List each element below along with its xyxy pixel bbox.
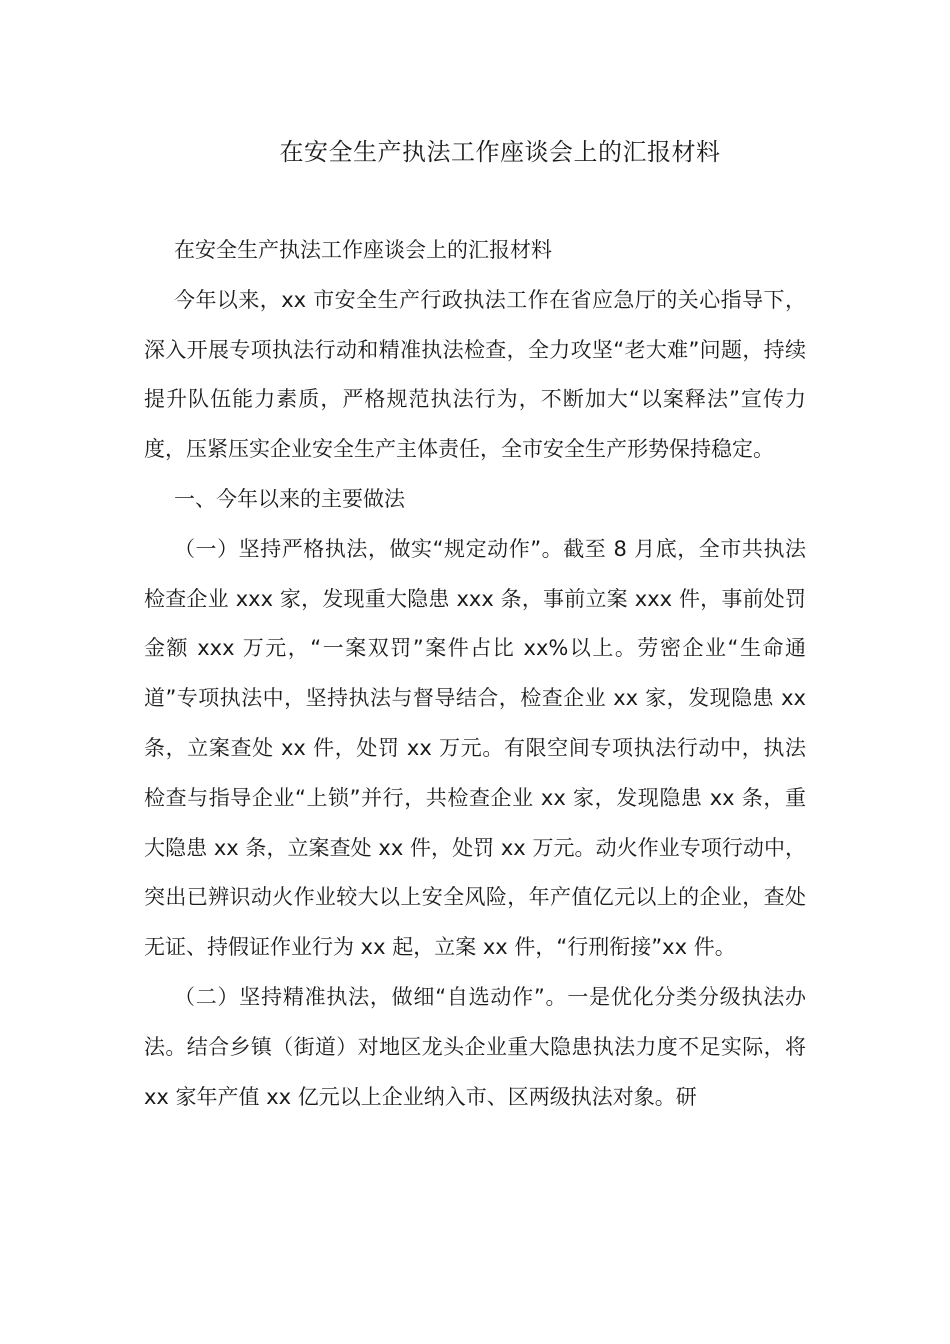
document-title: 在安全生产执法工作座谈会上的汇报材料 [279,138,721,166]
section-paragraph-2: （二）坚持精准执法，做细“自选动作”。一是优化分类分级执法办法。结合乡镇（街道）对地区龙头企业重大隐患执法力度不足实际，将 xx 家年产值 xx 亿元以上企业纳入市、区两级执法对象。研 [144,984,806,1109]
intro-paragraph: 今年以来，xx 市安全生产行政执法工作在省应急厅的关心指导下，深入开展专项执法行动和精准执法检查，全力攻坚“老大难”问题，持续提升队伍能力素质，严格规范执法行为，不断加大“以案释法”宣传力度，压紧压实企业安全生产主体责任，全市安全生产形势保持稳定。 [144,287,806,462]
section-heading: 一、今年以来的主要做法 [174,486,405,511]
subtitle-paragraph: 在安全生产执法工作座谈会上的汇报材料 [174,238,552,262]
section-paragraph-1: （一）坚持严格执法，做实“规定动作”。截至 8 月底，全市共执法检查企业 xxx 家，发现重大隐患 xxx 条，事前立案 xxx 件，事前处罚金额 xxx 万元，“一案双罚”案件占比 xx%以上。劳密企业“生命通道”专项执法中，坚持执法与督导结合，检查企业 xx 家，发现隐患 xx 条，立案查处 xx 件，处罚 xx 万元。有限空间专项执法行动中，执法检查与指导企业“上锁”并行，共检查企业 xx 家，发现隐患 xx 条，重大隐患 xx 条，立案查处 xx 件，处罚 xx 万元。动火作业专项行动中，突出已辨识动火作业较大以上安全风险，年产值亿元以上的企业，查处无证、持假证作业行为 xx 起，立案 xx 件，“行刑衔接”xx 件。 [144,536,806,960]
document-body [144,226,806,1122]
